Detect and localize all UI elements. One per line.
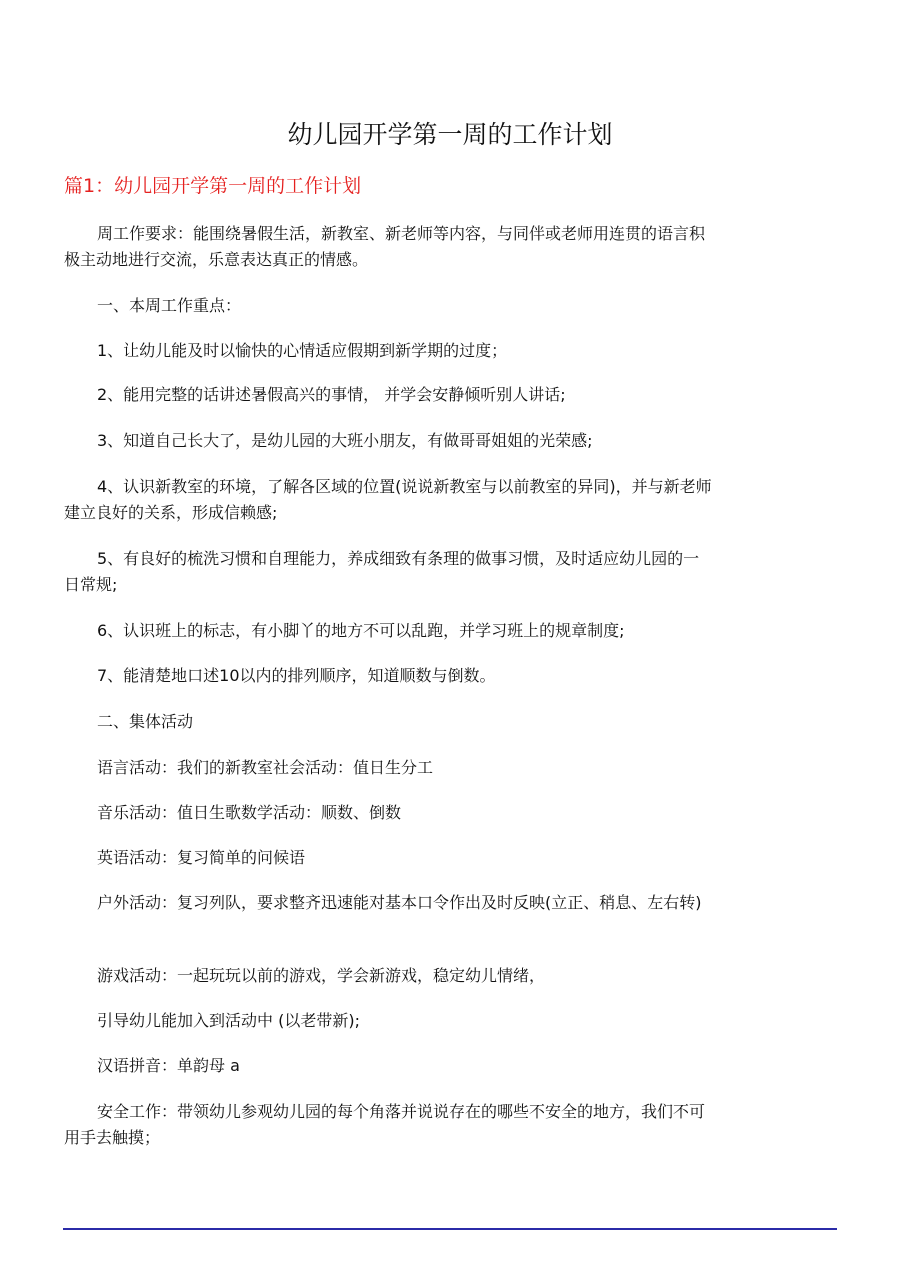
paragraph-english: 英语活动：复习简单的问候语 <box>97 848 306 867</box>
paragraph-focus-heading: 一、本周工作重点： <box>97 296 242 315</box>
paragraph-guide: 引导幼儿能加入到活动中 (以老带新); <box>97 1011 360 1030</box>
document-title: 幼儿园开学第一周的工作计划 <box>287 120 613 149</box>
paragraph-item-1: 1、让幼儿能及时以愉快的心情适应假期到新学期的过度； <box>97 341 508 360</box>
paragraph-item-2: 2、能用完整的话讲述暑假高兴的事情， 并学会安静倾听别人讲话; <box>97 385 566 404</box>
paragraph-outdoor: 户外活动：复习列队，要求整齐迅速能对基本口令作出及时反映(立正、稍息、左右转) <box>97 893 702 912</box>
paragraph-activities-heading: 二、集体活动 <box>97 712 194 731</box>
paragraph-item-3: 3、知道自己长大了，是幼儿园的大班小朋友，有做哥哥姐姐的光荣感; <box>97 431 593 450</box>
paragraph-language: 语言活动：我们的新教室社会活动：值日生分工 <box>97 758 434 777</box>
paragraph-pinyin: 汉语拼音：单韵母 a <box>97 1056 240 1075</box>
paragraph-safety: 安全工作：带领幼儿参观幼儿园的每个角落并说说存在的哪些不安全的地方，我们不可用手去触摸； <box>64 1102 706 1147</box>
paragraph-requirements: 周工作要求：能围绕暑假生活，新教室、新老师等内容，与同伴或老师用连贯的语言积极主动地进行交流，乐意表达真正的情感。 <box>64 224 706 269</box>
paragraph-item-5: 5、有良好的梳洗习惯和自理能力，养成细致有条理的做事习惯，及时适应幼儿园的一日常规; <box>64 549 700 594</box>
paragraph-item-7: 7、能清楚地口述10以内的排列顺序，知道顺数与倒数。 <box>97 666 496 685</box>
footer-rule <box>63 1228 837 1230</box>
paragraph-games: 游戏活动：一起玩玩以前的游戏，学会新游戏，稳定幼儿情绪， <box>97 966 546 985</box>
paragraph-item-6: 6、认识班上的标志，有小脚丫的地方不可以乱跑，并学习班上的规章制度; <box>97 621 625 640</box>
paragraph-music: 音乐活动：值日生歌数学活动：顺数、倒数 <box>97 803 402 822</box>
section-heading: 篇1：幼儿园开学第一周的工作计划 <box>64 175 362 197</box>
paragraph-item-4: 4、认识新教室的环境，了解各区域的位置(说说新教室与以前教室的异同)，并与新老师建立良好的关系，形成信赖感; <box>64 477 712 522</box>
